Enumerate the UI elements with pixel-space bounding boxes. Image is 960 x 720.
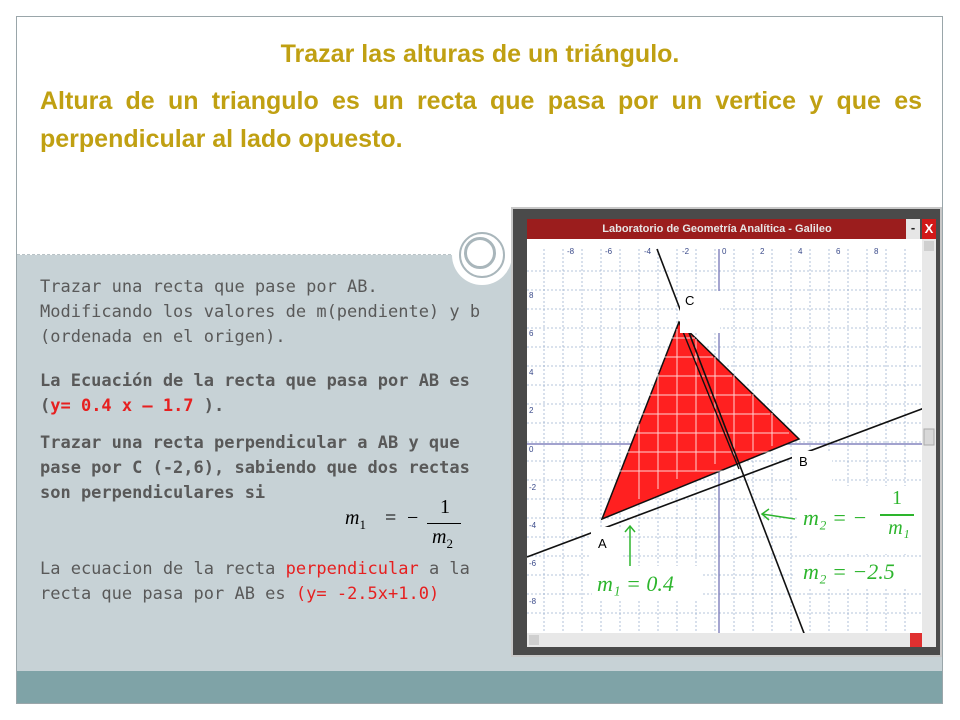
annotation-m2-value: m₂ = −2.5: [803, 559, 895, 584]
graph-svg: [527, 239, 936, 647]
annotation-m2-formula: m₂ = −: [803, 505, 868, 530]
paragraph-2: La Ecuación de la recta que pasa por AB es (y= 0.4 x – 1.7 ).: [40, 371, 470, 416]
point-a-label: A: [598, 536, 607, 551]
triangle-abc: [602, 322, 799, 519]
annotation-frac-bar: [880, 514, 914, 516]
point-b-label: B: [799, 454, 808, 469]
annotation-frac-den: m₁: [888, 517, 910, 539]
y-tick-labels: 8 6 4 2 0 -2 -4 -6 -8: [529, 291, 537, 606]
paragraph-4: La ecuacion de la recta perpendicular a la recta que pasa por AB es (y= -2.5x+1.0): [40, 559, 470, 604]
annotation-m1: m₁ = 0.4: [597, 571, 674, 596]
footer-bar: [17, 671, 942, 703]
paragraph-1: Trazar una recta que pase por AB. Modificando los valores de m(pendiente) y b (ordenada en el origen).: [40, 277, 481, 347]
close-button[interactable]: X: [922, 219, 936, 239]
graph-canvas[interactable]: [527, 239, 936, 647]
perpendicular-equation: y= -2.5x+1.0: [306, 584, 429, 604]
minimize-button[interactable]: -: [906, 219, 920, 239]
galileo-window[interactable]: [511, 207, 942, 657]
page-title: Trazar las alturas de un triángulo.: [280, 40, 680, 68]
annotation-frac-num: 1: [892, 487, 902, 509]
ab-equation: y= 0.4 x – 1.7: [50, 396, 194, 416]
perpendicular-formula: $m_1$ = − 1 $m_2$: [345, 496, 465, 551]
page-subtitle: Altura de un triangulo es un recta que pasa por un vertice y que es perpendicular al lado opuesto.: [40, 87, 922, 153]
point-c-label: C: [685, 293, 695, 308]
paragraph-3: Trazar una recta perpendicular a AB y que pase por C (-2,6), sabiendo que dos rectas son perpendiculares si: [40, 433, 470, 503]
window-title: Laboratorio de Geometría Analítica - Galileo: [527, 219, 907, 239]
x-tick-labels: -8 -6 -4 -2 0 2 4 6 8: [567, 247, 879, 256]
